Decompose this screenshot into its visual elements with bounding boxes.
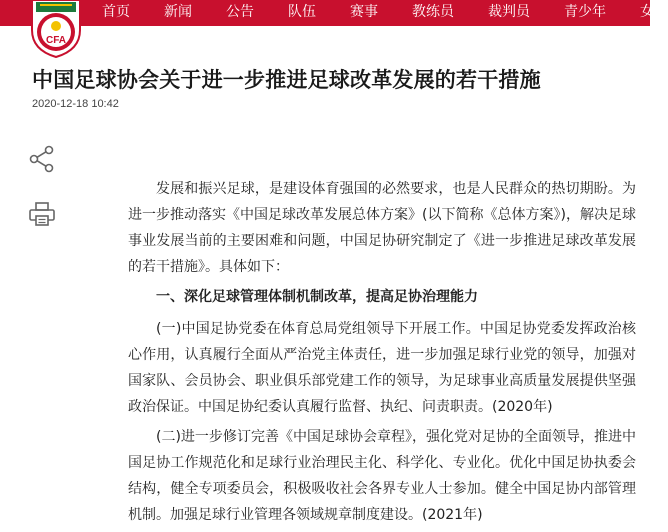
nav-item-womens[interactable]: 女足: [640, 4, 668, 20]
section-heading-1: 一、深化足球管理体制机制改革，提高足协治理能力: [156, 289, 478, 305]
nav-item-coaches[interactable]: 教练员: [412, 4, 454, 20]
print-icon[interactable]: [28, 200, 56, 228]
article-title: 中国足球协会关于进一步推进足球改革发展的若干措施: [32, 68, 541, 92]
cfa-logo[interactable]: [28, 0, 84, 58]
top-nav-bar: [0, 0, 668, 26]
publish-date: 2020-12-18 10:42: [32, 98, 119, 110]
nav-item-notices[interactable]: 公告: [226, 4, 254, 20]
article-body: [128, 176, 636, 532]
logo-text: CFA: [46, 35, 66, 46]
share-icon[interactable]: [28, 145, 56, 173]
main-nav: [102, 0, 668, 26]
nav-item-matches[interactable]: 赛事: [350, 4, 378, 20]
cfa-emblem-icon: [28, 0, 84, 58]
article-paragraph-1: (一)中国足协党委在体育总局党组领导下开展工作。中国足协党委发挥政治核心作用，认真履行全面从严治党主体责任，进一步加强足球行业党的领导，加强对国家队、会员协会、职业俱乐部党建工作的领导，为足球事业高质量发展提供坚强政治保证。中国足协纪委认真履行监督、执纪、问责职责。(2020年): [128, 321, 636, 415]
nav-item-home[interactable]: 首页: [102, 4, 130, 20]
nav-item-news[interactable]: 新闻: [164, 4, 192, 20]
nav-item-referees[interactable]: 裁判员: [488, 4, 530, 20]
article-paragraph-2: (二)进一步修订完善《中国足球协会章程》，强化党对足协的全面领导，推进中国足协工作规范化和足球行业治理民主化、科学化、专业化。优化中国足协执委会结构，健全专项委员会，积极吸收社会各界专业人士参加。健全中国足协内部管理机制。加强足球行业管理各领域规章制度建设。(2021年): [128, 429, 636, 523]
nav-item-youth[interactable]: 青少年: [564, 4, 606, 20]
article-paragraph-intro: 发展和振兴足球，是建设体育强国的必然要求，也是人民群众的热切期盼。为进一步推动落实《中国足球改革发展总体方案》(以下简称《总体方案》)，解决足球事业发展当前的主要困难和问题，中国足协研究制定了《进一步推进足球改革发展的若干措施》。具体如下：: [128, 181, 636, 275]
nav-item-teams[interactable]: 队伍: [288, 4, 316, 20]
